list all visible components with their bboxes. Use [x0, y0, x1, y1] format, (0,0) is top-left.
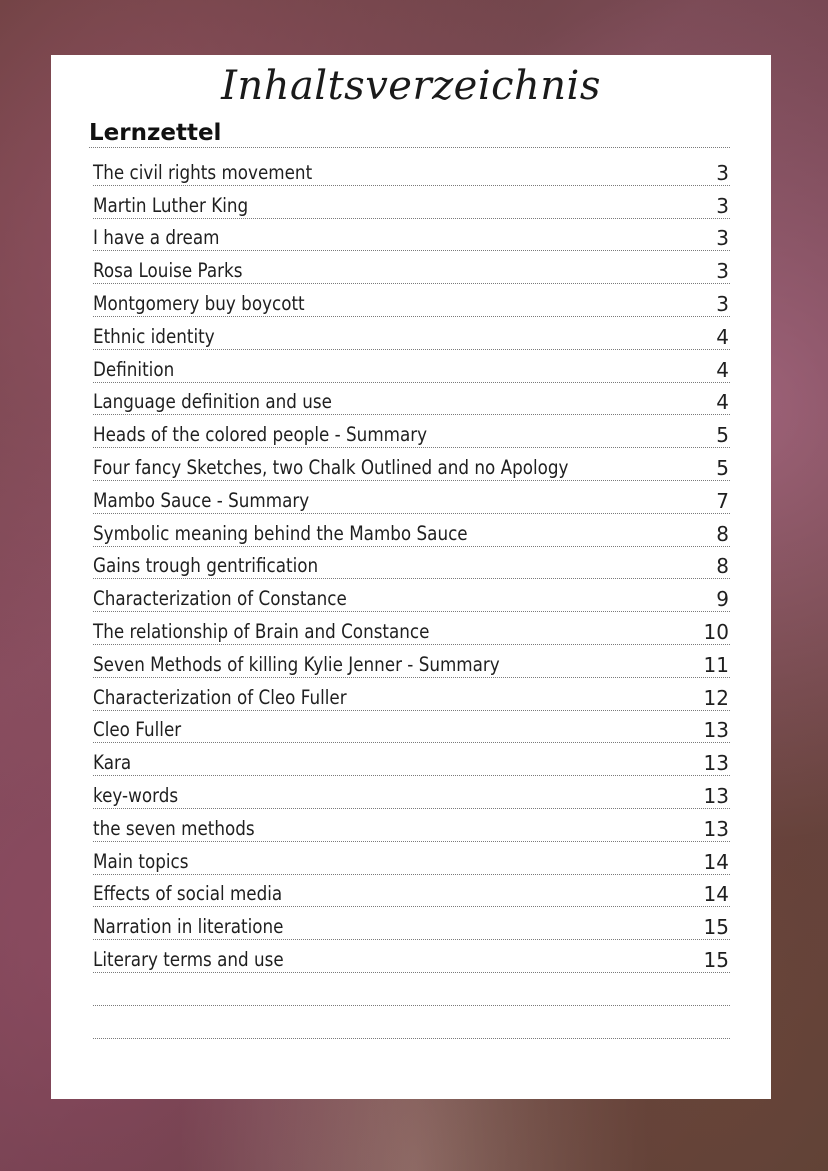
toc-entry-label: Heads of the colored people - Summary	[93, 423, 428, 447]
toc-entry-label: Effects of social media	[93, 882, 283, 906]
toc-entry-label: Martin Luther King	[93, 193, 249, 217]
blank-dotted-line	[93, 1006, 730, 1039]
toc-entry-page-number: 13	[703, 751, 729, 776]
toc-entry-label: Four fancy Sketches, two Chalk Outlined and no Apology	[93, 455, 569, 479]
toc-entry-page-number: 10	[703, 619, 729, 644]
toc-entry-label: Characterization of Constance	[93, 587, 347, 611]
toc-entry-page-number: 4	[716, 324, 729, 349]
document-page	[51, 55, 771, 1099]
toc-entry	[93, 940, 730, 973]
toc-entry	[93, 514, 730, 547]
toc-entry-page-number: 5	[716, 455, 729, 480]
toc-entry	[93, 317, 730, 350]
toc-entry	[93, 415, 730, 448]
toc-entry-label: Cleo Fuller	[93, 718, 182, 742]
toc-entry-label: Narration in literatione	[93, 915, 284, 939]
toc-entry-page-number: 13	[703, 816, 729, 841]
toc-entry	[93, 284, 730, 317]
toc-entry	[93, 186, 730, 219]
toc-entry-page-number: 3	[716, 291, 729, 316]
toc-entry	[93, 251, 730, 284]
toc-entry-label: The civil rights movement	[93, 160, 313, 184]
toc-entry	[93, 907, 730, 940]
toc-entry-label: Characterization of Cleo Fuller	[93, 685, 347, 709]
toc-entry-page-number: 15	[703, 947, 729, 972]
toc-entry-label: Rosa Louise Parks	[93, 259, 243, 283]
toc-entry	[93, 776, 730, 809]
toc-entry-page-number: 12	[703, 685, 729, 710]
toc-entry-label: Seven Methods of killing Kylie Jenner - Summary	[93, 652, 500, 676]
toc-entry-label: Language definition and use	[93, 390, 332, 414]
toc-entry-page-number: 3	[716, 226, 729, 251]
toc-entry-page-number: 3	[716, 259, 729, 284]
toc-entry-label: I have a dream	[93, 226, 220, 250]
toc-entry-label: The relationship of Brain and Constance	[93, 619, 430, 643]
toc-entry	[93, 383, 730, 416]
toc-entry-label: key-words	[93, 783, 179, 807]
toc-entry-page-number: 3	[716, 160, 729, 185]
toc-entry-label: Ethnic identity	[93, 324, 215, 348]
toc-entry-page-number: 11	[703, 652, 729, 677]
toc-entry	[93, 350, 730, 383]
toc-entry	[93, 579, 730, 612]
section-heading-label: Lernzettel	[89, 120, 222, 146]
toc-entry	[93, 809, 730, 842]
toc-entry-label: Symbolic meaning behind the Mambo Sauce	[93, 521, 468, 545]
toc-entry	[93, 711, 730, 744]
toc-entry-page-number: 5	[716, 423, 729, 448]
toc-entry-label: Gains trough gentrification	[93, 554, 319, 578]
table-of-contents	[93, 153, 730, 1039]
toc-entry	[93, 481, 730, 514]
toc-entry-label: Montgomery buy boycott	[93, 291, 305, 315]
toc-entry	[93, 743, 730, 776]
toc-entry-label: Main topics	[93, 849, 189, 873]
toc-entry-page-number: 9	[716, 587, 729, 612]
toc-entry-page-number: 8	[716, 521, 729, 546]
page-title: Inhaltsverzeichnis	[221, 63, 601, 109]
toc-entry-page-number: 7	[716, 488, 729, 513]
section-heading	[89, 119, 730, 148]
toc-entry-page-number: 14	[703, 849, 729, 874]
toc-entry-label: Mambo Sauce - Summary	[93, 488, 310, 512]
blank-dotted-line	[93, 973, 730, 1006]
toc-entry	[93, 645, 730, 678]
toc-entry	[93, 448, 730, 481]
toc-entry	[93, 875, 730, 908]
toc-entry	[93, 612, 730, 645]
toc-entry-label: Literary terms and use	[93, 947, 284, 971]
toc-entry-label: Definition	[93, 357, 175, 381]
toc-entry-label: the seven methods	[93, 816, 255, 840]
toc-entry-page-number: 4	[716, 357, 729, 382]
toc-entry	[93, 842, 730, 875]
toc-entry-page-number: 14	[703, 882, 729, 907]
toc-entry-page-number: 15	[703, 915, 729, 940]
toc-entry	[93, 153, 730, 186]
toc-entry	[93, 678, 730, 711]
toc-entry-label: Kara	[93, 751, 132, 775]
toc-entry	[93, 547, 730, 580]
toc-entry-page-number: 13	[703, 783, 729, 808]
toc-entry-page-number: 13	[703, 718, 729, 743]
toc-entry-page-number: 3	[716, 193, 729, 218]
toc-entry-page-number: 8	[716, 554, 729, 579]
toc-entry-page-number: 4	[716, 390, 729, 415]
toc-entry	[93, 219, 730, 252]
